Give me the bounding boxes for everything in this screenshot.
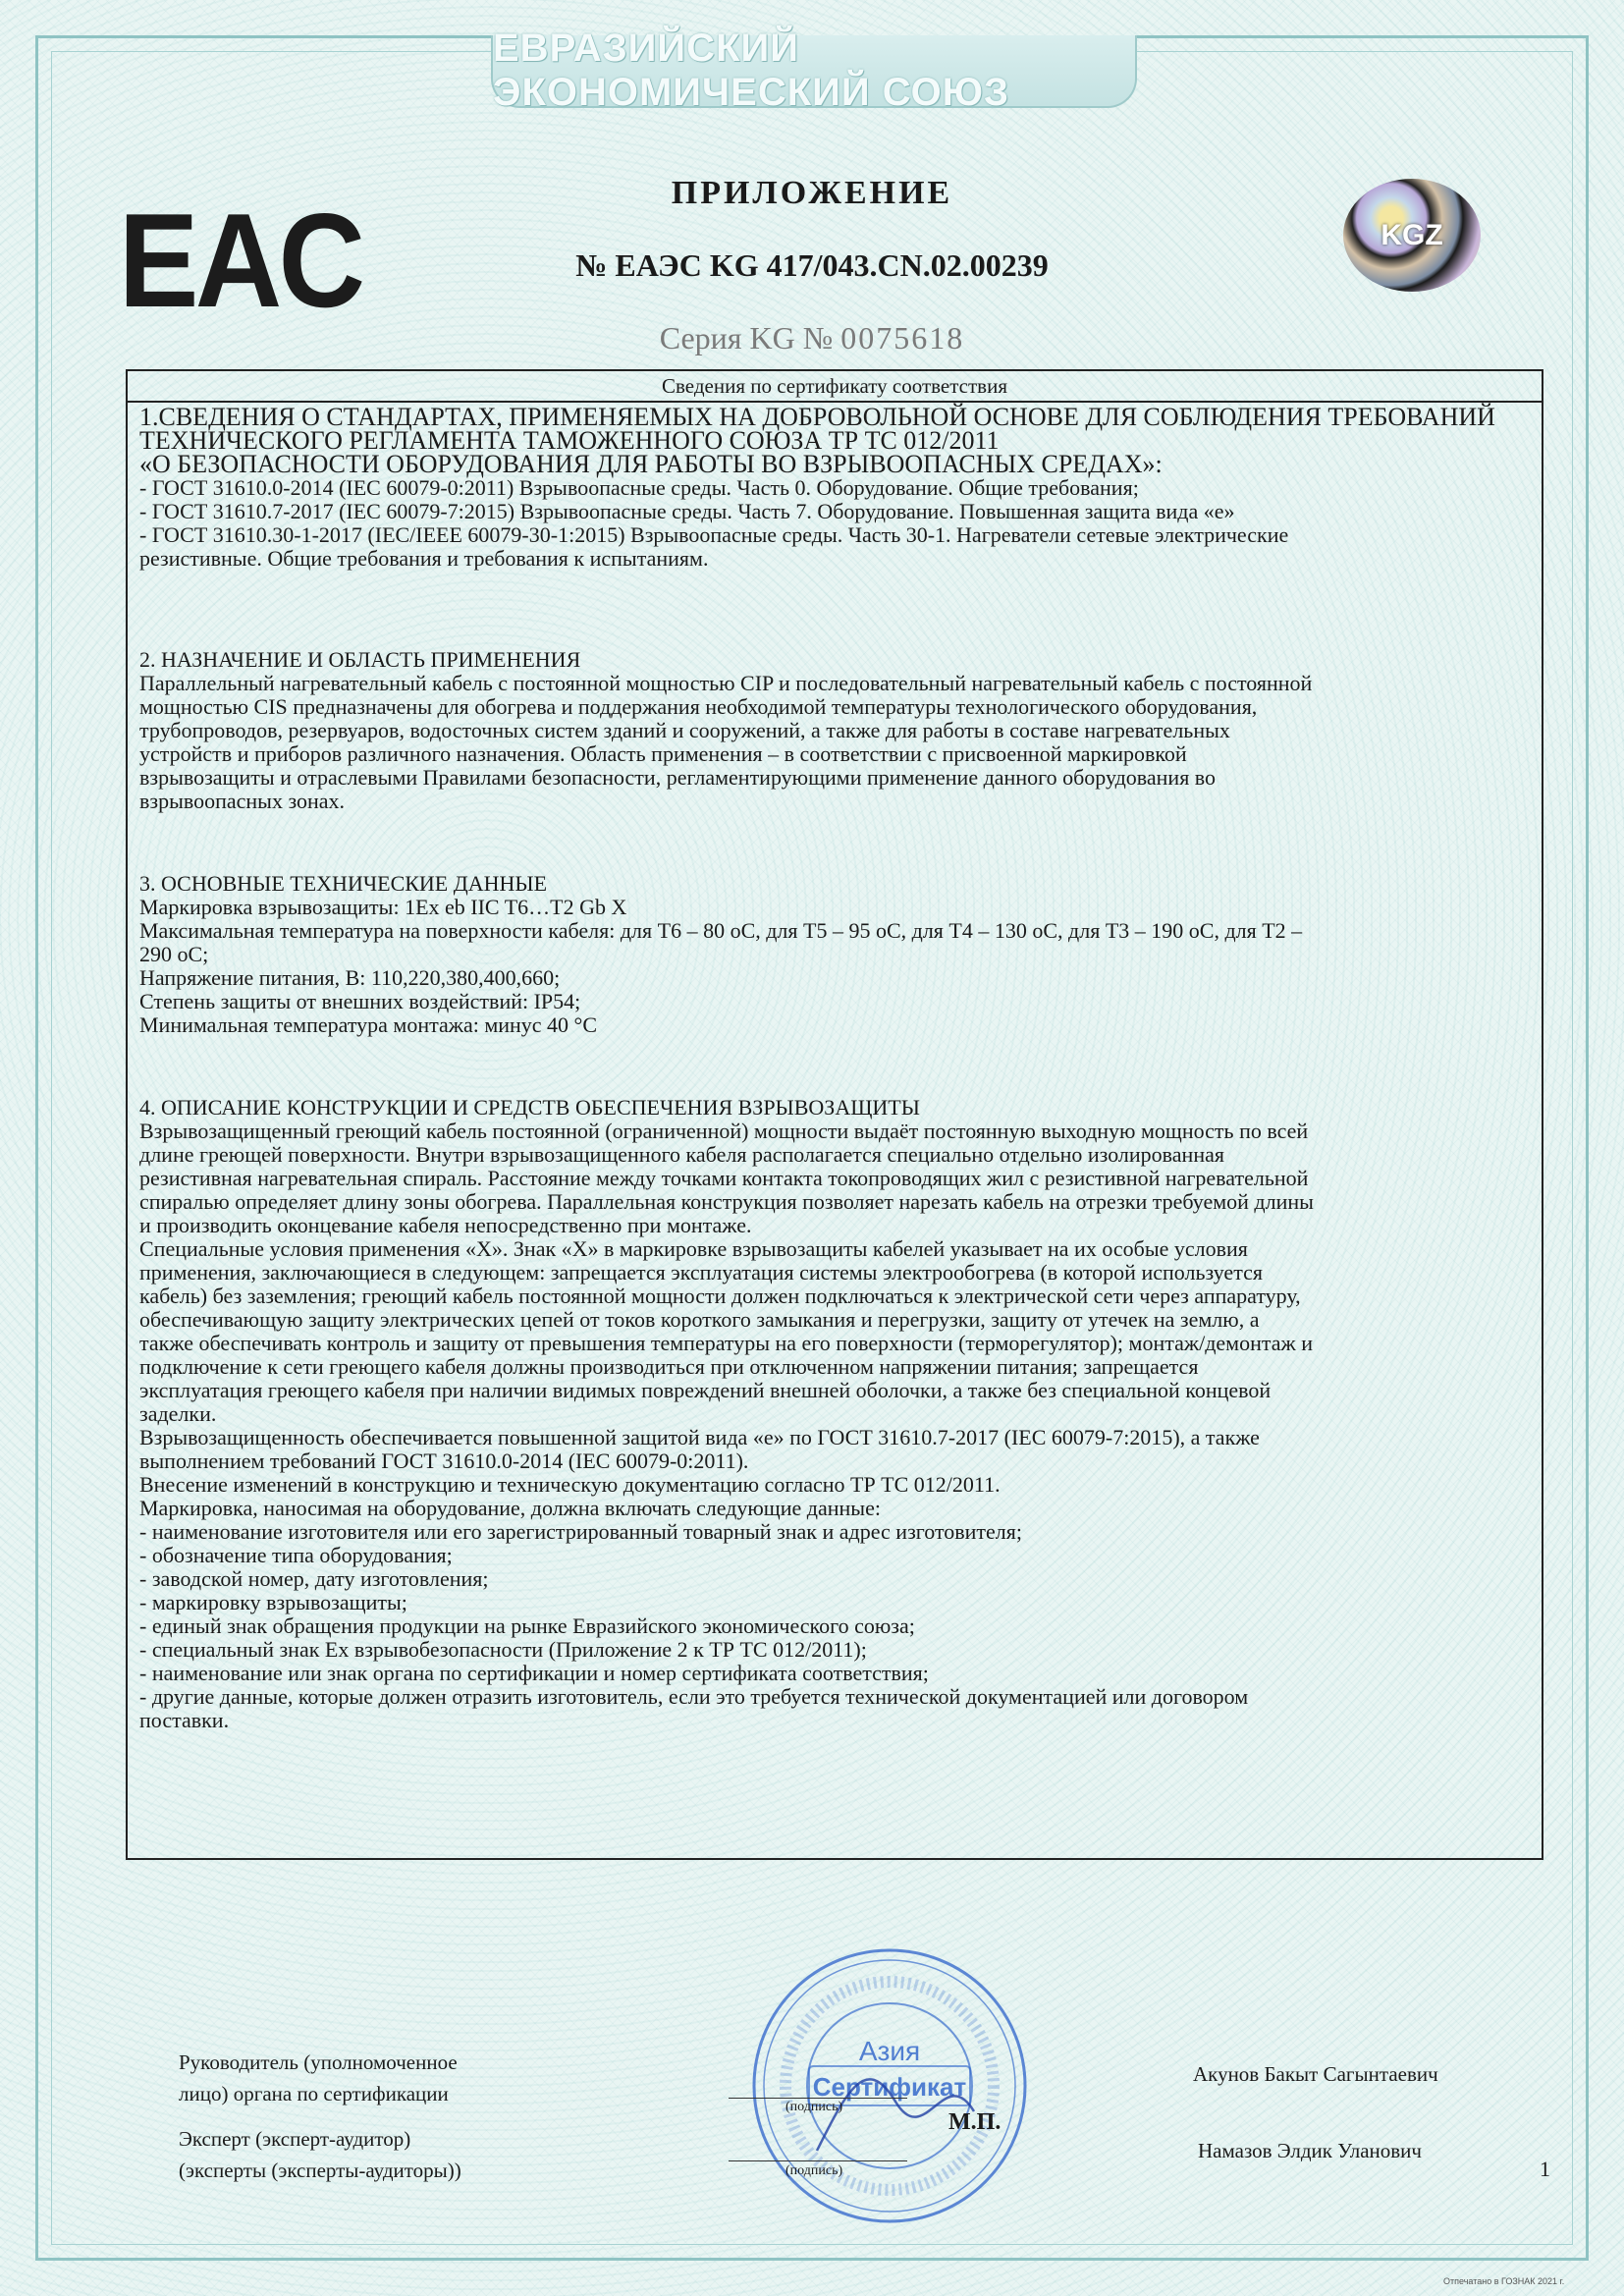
section-heading: 3. ОСНОВНЫЕ ТЕХНИЧЕСКИЕ ДАННЫЕ	[139, 871, 548, 896]
expert-signer-label-line: (эксперты (эксперты-аудиторы))	[179, 2159, 461, 2182]
text-line: кабель) без заземления; греющий кабель постоянной мощности должен подключаться к электрической сети через аппаратуру,	[139, 1284, 1301, 1308]
series-number: 0075618	[840, 320, 965, 355]
series-label: Серия KG №	[659, 320, 834, 355]
page-number: 1	[1540, 2157, 1550, 2181]
text-line: поставки.	[139, 1708, 230, 1732]
signature-line	[729, 2160, 907, 2161]
section-heading-line: ТЕХНИЧЕСКОГО РЕГЛАМЕНТА ТАМОЖЕННОГО СОЮЗА ТР ТС 012/2011	[139, 426, 1000, 455]
text-line: выполнением требований ГОСТ 31610.0-2014 (IEC 60079-0:2011).	[139, 1449, 749, 1473]
stamp-text-bottom: Сертификат	[812, 2072, 967, 2102]
text-line: - маркировку взрывозащиты;	[139, 1590, 407, 1614]
signature-caption: (подпись)	[785, 2100, 843, 2114]
text-line: применения, заключающиеся в следующем: запрещается эксплуатация системы электрообогрева (в которой используется	[139, 1260, 1263, 1285]
official-stamp	[748, 1944, 1031, 2227]
text-line: подключение к сети греющего кабеля должны производиться при отключенном напряжении питания; запрещается	[139, 1354, 1199, 1379]
section-construction	[139, 1096, 1524, 1732]
section-heading: 4. ОПИСАНИЕ КОНСТРУКЦИИ И СРЕДСТВ ОБЕСПЕЧЕНИЯ ВЗРЫВОЗАЩИТЫ	[139, 1095, 920, 1120]
text-line: - единый знак обращения продукции на рынке Евразийского экономического союза;	[139, 1613, 915, 1638]
expert-signer-label-line: Эксперт (эксперт-аудитор)	[179, 2127, 411, 2151]
section-heading-line: 1.СВЕДЕНИЯ О СТАНДАРТАХ, ПРИМЕНЯЕМЫХ НА ДОБРОВОЛЬНОЙ ОСНОВЕ ДЛЯ СОБЛЮДЕНИЯ ТРЕБОВАНИЙ	[139, 403, 1495, 431]
text-line: эксплуатация греющего кабеля при наличии видимых повреждений внешней оболочки, а также без специальной концевой	[139, 1378, 1272, 1402]
text-line: - заводской номер, дату изготовления;	[139, 1566, 489, 1591]
text-line: и производить оконцевание кабеля непосредственно при монтаже.	[139, 1213, 752, 1237]
text-line: - наименование изготовителя или его зарегистрированный товарный знак и адрес изготовителя;	[139, 1519, 1023, 1544]
printer-note: Отпечатано в ГОЗНАК 2021 г.	[1443, 2276, 1565, 2286]
text-line: Степень защиты от внешних воздействий: IP54;	[139, 989, 581, 1013]
union-banner	[491, 27, 1137, 114]
section-technical-data	[139, 872, 1524, 1037]
text-line: - наименование или знак органа по сертификации и номер сертификата соответствия;	[139, 1661, 929, 1685]
eac-logo-text: EAC	[119, 186, 362, 335]
hologram-text: KGZ	[1380, 218, 1443, 251]
text-line: длине греющей поверхности. Внутри взрывозащищенного кабеля располагается специально отдельно изолированная	[139, 1142, 1224, 1167]
series-line	[0, 320, 1624, 356]
box-header: Сведения по сертификату соответствия	[128, 371, 1542, 403]
head-signer-name: Акунов Бакыт Сагынтаевич	[1193, 2062, 1438, 2086]
section-heading-line: «О БЕЗОПАСНОСТИ ОБОРУДОВАНИЯ ДЛЯ РАБОТЫ ВО ВЗРЫВООПАСНЫХ СРЕДАХ»:	[139, 450, 1163, 478]
text-line: 290 оС;	[139, 942, 209, 966]
text-line: взрывозащиты и отраслевыми Правилами безопасности, регламентирующими применение данного оборудования во	[139, 765, 1217, 790]
document-title: ПРИЛОЖЕНИЕ	[671, 175, 953, 211]
text-line: спиралью определяет длину зоны обогрева. Параллельная конструкция позволяет нарезать кабель на отрезки требуемой длины	[139, 1189, 1314, 1214]
text-line: трубопроводов, резервуаров, водосточных систем зданий и сооружений, а также для работы в составе нагревательных	[139, 718, 1230, 742]
text-line: Маркировка взрывозащиты: 1Ex eb IIC T6…T2 Gb X	[139, 895, 627, 919]
text-line: Минимальная температура монтажа: минус 40 °C	[139, 1012, 598, 1037]
text-line: - ГОСТ 31610.0-2014 (IEC 60079-0:2011) Взрывоопасные среды. Часть 0. Оборудование. Общие требования;	[139, 475, 1139, 500]
expert-signer-name: Намазов Элдик Уланович	[1198, 2139, 1422, 2162]
section-heading: 2. НАЗНАЧЕНИЕ И ОБЛАСТЬ ПРИМЕНЕНИЯ	[139, 647, 581, 672]
text-line: мощностью CIS предназначены для обогрева и поддержания необходимой температуры технологического оборудования,	[139, 694, 1258, 719]
expert-signer-label	[179, 2123, 461, 2186]
text-line: Маркировка, наносимая на оборудование, должна включать следующие данные:	[139, 1496, 881, 1520]
text-line: - другие данные, которые должен отразить изготовитель, если это требуется технической документацией или договором	[139, 1684, 1249, 1709]
text-line: Взрывозащищенный греющий кабель постоянной (ограниченной) мощности выдаёт постоянную выходную мощность по всей	[139, 1119, 1309, 1143]
text-line: Напряжение питания, В: 110,220,380,400,660;	[139, 965, 561, 990]
text-line: устройств и приборов различного назначения. Область применения – в соответствии с присвоенной маркировкой	[139, 741, 1187, 766]
text-line: резистивные. Общие требования и требования к испытаниям.	[139, 546, 709, 571]
text-line: - специальный знак Ех взрывобезопасности (Приложение 2 к ТР ТС 012/2011);	[139, 1637, 867, 1662]
head-signer-label	[179, 2047, 458, 2109]
certificate-details-box	[126, 369, 1543, 1860]
text-line: Взрывозащищенность обеспечивается повышенной защитой вида «е» по ГОСТ 31610.7-2017 (IEC 60079-7:2015), а также	[139, 1425, 1260, 1449]
text-line: - ГОСТ 31610.30-1-2017 (IEC/IEEE 60079-30-1:2015) Взрывоопасные среды. Часть 30-1. Нагреватели сетевые электрические	[139, 522, 1289, 547]
seal-place-mark: М.П.	[948, 2109, 1001, 2135]
text-line: заделки.	[139, 1401, 217, 1426]
head-signer-label-line: Руководитель (уполномоченное	[179, 2050, 458, 2074]
stamp-text-top: Азия	[858, 2036, 921, 2066]
text-line: Внесение изменений в конструкцию и техническую документацию согласно ТР ТС 012/2011.	[139, 1472, 1001, 1497]
text-line: обеспечивающую защиту электрических цепей от токов короткого замыкания и перегрузки, защиту от утечек на землю, а	[139, 1307, 1260, 1332]
text-line: взрывоопасных зонах.	[139, 789, 346, 813]
text-line: Параллельный нагревательный кабель с постоянной мощностью CIP и последовательный нагревательный кабель с постоянной	[139, 671, 1313, 695]
certificate-number: № ЕАЭС KG 417/043.CN.02.00239	[575, 247, 1049, 283]
head-signer-label-line: лицо) органа по сертификации	[179, 2082, 449, 2105]
signature-caption: (подпись)	[785, 2163, 843, 2178]
text-line: - обозначение типа оборудования;	[139, 1543, 453, 1567]
text-line: резистивная нагревательная спираль. Расстояние между точками контакта токопроводящих жил с резистивной нагревательной	[139, 1166, 1309, 1190]
text-line: Максимальная температура на поверхности кабеля: для Т6 – 80 оС, для Т5 – 95 оС, для Т4 – 130 оС, для Т3 – 190 оС, для Т2 –	[139, 918, 1303, 943]
signature-line	[729, 2098, 907, 2099]
text-line: Специальные условия применения «Х». Знак «Х» в маркировке взрывозащиты кабелей указывает на их особые условия	[139, 1236, 1248, 1261]
union-banner-text: ЕВРАЗИЙСКИЙ ЭКОНОМИЧЕСКИЙ СОЮЗ	[493, 27, 1010, 114]
text-line: также обеспечивать контроль и защиту от превышения температуры на его поверхности (терморегулятор); монтаж/демонтаж и	[139, 1331, 1313, 1355]
section-purpose	[139, 648, 1524, 813]
section-standards	[139, 403, 1524, 571]
text-line: - ГОСТ 31610.7-2017 (IEC 60079-7:2015) Взрывоопасные среды. Часть 7. Оборудование. Повышенная защита вида «е»	[139, 499, 1235, 523]
